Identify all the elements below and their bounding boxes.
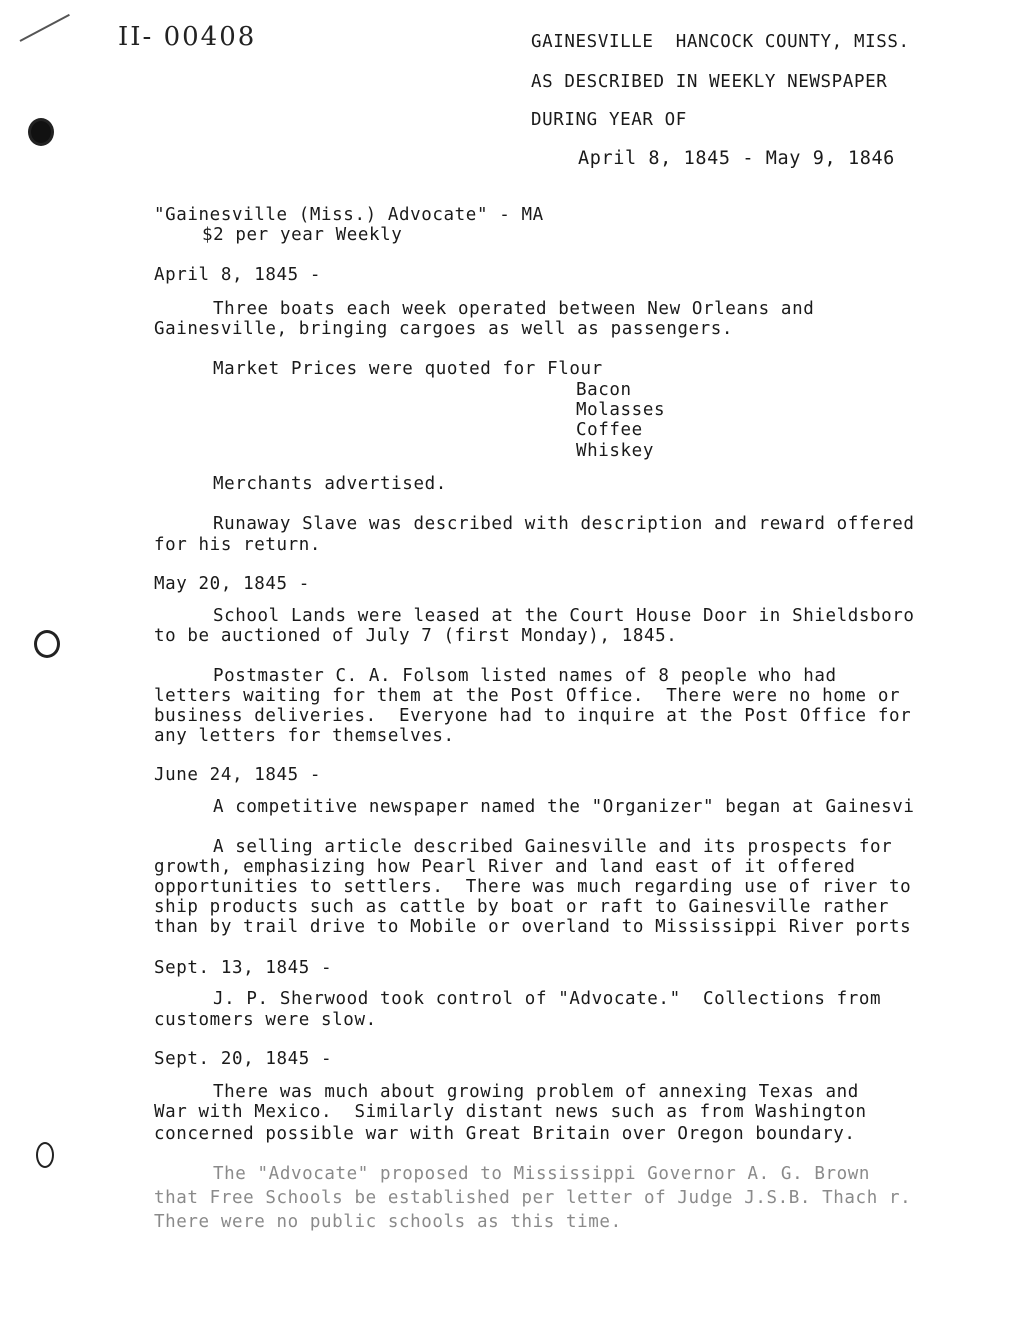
market-item: Bacon: [576, 380, 632, 400]
entry-text: business deliveries. Everyone had to inquire at the Post Office for: [154, 706, 912, 726]
entry-date: April 8, 1845 -: [154, 265, 322, 285]
entry-text: Market Prices were quoted for Flour: [213, 359, 603, 379]
entry-text: to be auctioned of July 7 (first Monday), 1845.: [154, 626, 678, 646]
newspaper-name: "Gainesville (Miss.) Advocate" - MA: [154, 205, 544, 225]
entry-text-faded: The "Advocate" proposed to Mississippi Governor A. G. Brown: [213, 1164, 871, 1184]
entry-text: There was much about growing problem of annexing Texas and: [213, 1082, 859, 1102]
entry-text: J. P. Sherwood took control of "Advocate." Collections from: [213, 989, 882, 1009]
entry-text: Merchants advertised.: [213, 474, 447, 494]
entry-text: concerned possible war with Great Britain over Oregon boundary.: [154, 1124, 856, 1144]
pencil-mark: [20, 14, 70, 42]
entry-text: Gainesville, bringing cargoes as well as passengers.: [154, 319, 734, 339]
header-title: GAINESVILLE HANCOCK COUNTY, MISS.: [531, 32, 910, 52]
entry-date: Sept. 20, 1845 -: [154, 1049, 333, 1069]
entry-date: May 20, 1845 -: [154, 574, 310, 594]
market-item: Whiskey: [576, 441, 654, 461]
entry-text: Runaway Slave was described with description and reward offered: [213, 514, 915, 534]
entry-text: War with Mexico. Similarly distant news such as from Washington: [154, 1102, 867, 1122]
header-date-range: April 8, 1845 - May 9, 1846: [578, 148, 895, 169]
binder-hole-icon: [34, 630, 60, 658]
entry-text-faded: There were no public schools as this time.: [154, 1212, 622, 1232]
entry-text: ship products such as cattle by boat or raft to Gainesville rather: [154, 897, 889, 917]
header-subtitle: DURING YEAR OF: [531, 110, 687, 130]
entry-text: A competitive newspaper named the "Organizer" began at Gainesvi: [213, 797, 915, 817]
binder-hole-icon: [28, 118, 54, 146]
entry-text: School Lands were leased at the Court House Door in Shieldsboro: [213, 606, 915, 626]
market-item: Coffee: [576, 420, 643, 440]
document-ref-number: II- 00408: [118, 22, 257, 52]
entry-date: June 24, 1845 -: [154, 765, 322, 785]
entry-text-faded: that Free Schools be established per letter of Judge J.S.B. Thach r.: [154, 1188, 912, 1208]
entry-text: for his return.: [154, 535, 322, 555]
entry-text: opportunities to settlers. There was much regarding use of river to: [154, 877, 912, 897]
market-item: Molasses: [576, 400, 666, 420]
entry-text: growth, emphasizing how Pearl River and land east of it offered: [154, 857, 856, 877]
header-subtitle: AS DESCRIBED IN WEEKLY NEWSPAPER: [531, 72, 888, 92]
entry-text: A selling article described Gainesville and its prospects for: [213, 837, 893, 857]
entry-text: Postmaster C. A. Folsom listed names of 8 people who had: [213, 666, 837, 686]
newspaper-price: $2 per year Weekly: [202, 225, 403, 245]
entry-text: customers were slow.: [154, 1010, 377, 1030]
entry-text: than by trail drive to Mobile or overland to Mississippi River ports: [154, 917, 912, 937]
entry-text: Three boats each week operated between New Orleans and: [213, 299, 815, 319]
entry-text: letters waiting for them at the Post Office. There were no home or: [154, 686, 901, 706]
entry-date: Sept. 13, 1845 -: [154, 958, 333, 978]
binder-hole-icon: [36, 1142, 54, 1168]
entry-text: any letters for themselves.: [154, 726, 455, 746]
